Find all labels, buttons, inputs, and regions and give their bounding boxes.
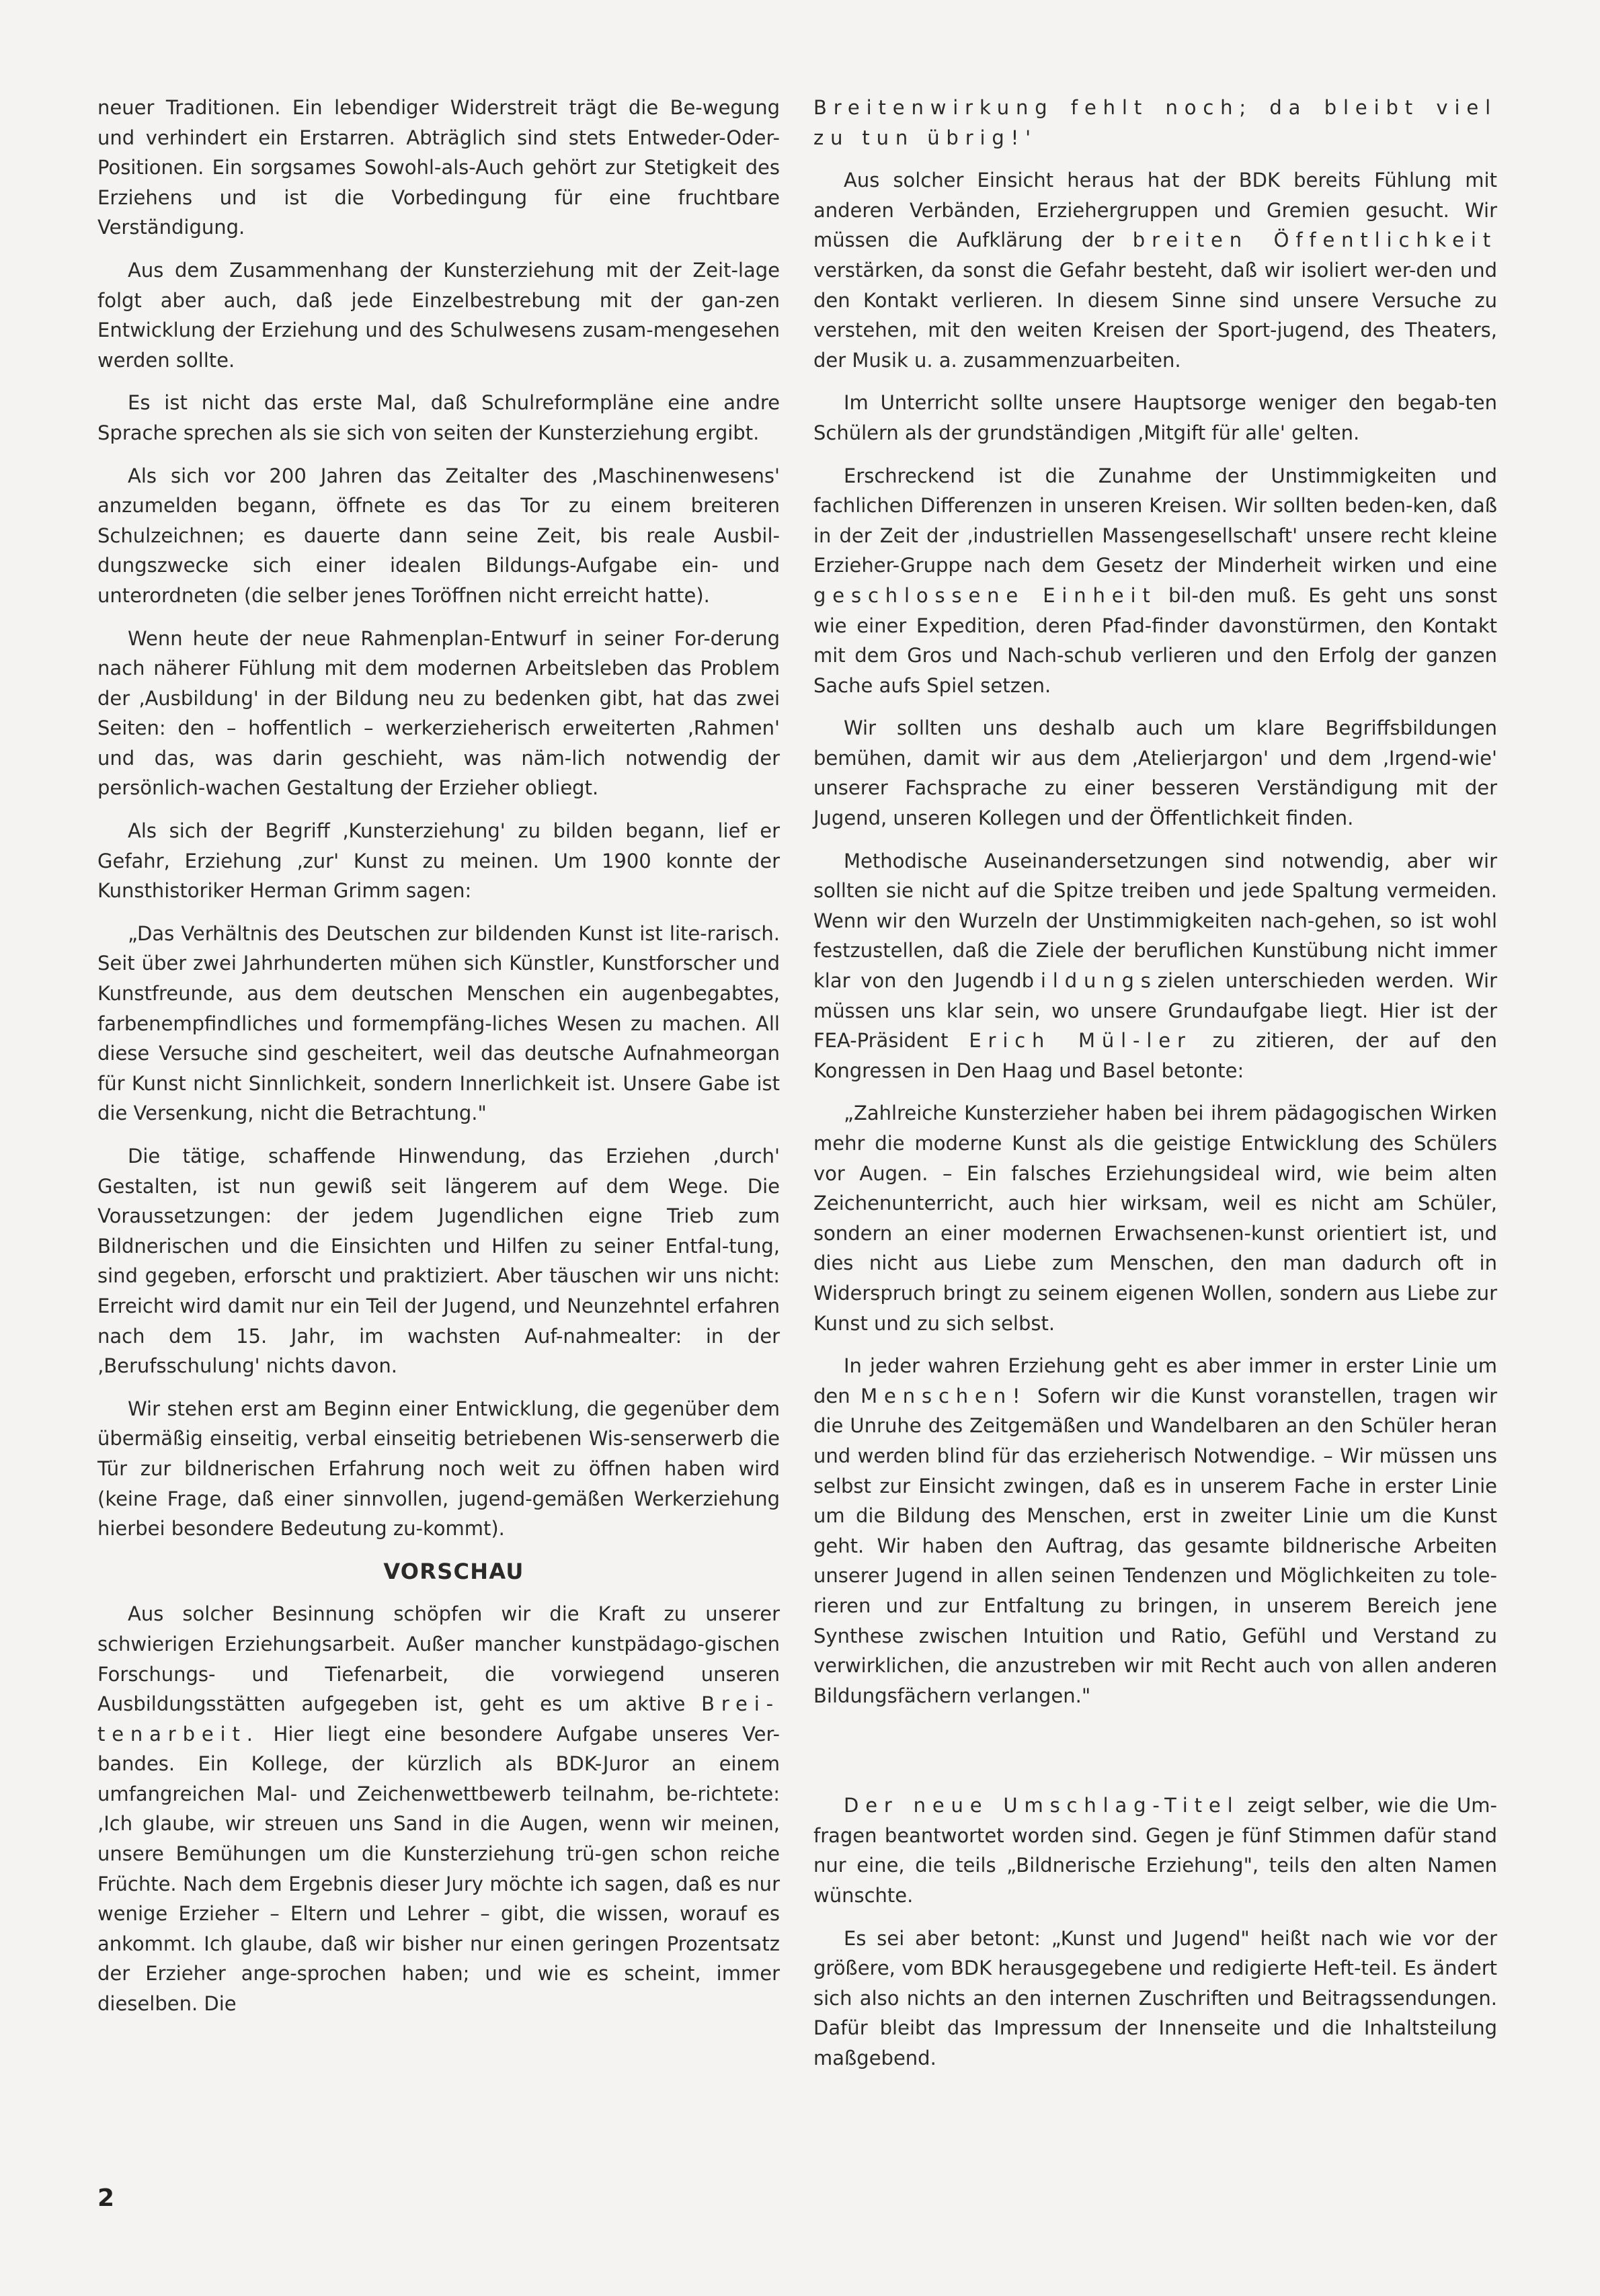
spaced-emphasis: Der neue Umschlag-Titel (844, 1794, 1240, 1817)
spaced-emphasis: Erich Mül-ler (969, 1029, 1192, 1053)
text-run: zeigt selber, wie die Um-fragen beantwortet worden sind. Gegen je fünf Stimmen dafür stand nur eine, die teils „Bildnerische Erziehung", teils den alten Namen wünschte. (813, 1794, 1497, 1908)
paragraph: Wenn heute der neue Rahmenplan-Entwurf in seiner For-derung nach näherer Fühlung mit dem modernen Arbeitsleben das Problem der ‚Ausbildung' in der Bildung neu zu bedenken gibt, hat das zwei Seiten: den – hoffentlich – werkerzieherisch erweiterten ‚Rahmen' und das, was darin geschieht, was näm-lich notwendig der persönlich-wachen Gestaltung der Erzieher obliegt. (97, 626, 780, 800)
paragraph: Aus dem Zusammenhang der Kunsterziehung mit der Zeit-lage folgt aber auch, daß jede Einzelbestrebung mit der gan-zen Entwicklung der Erziehung und des Schulwesens zusam-mengesehen werden sollte. (97, 258, 780, 372)
text-run: Erschreckend ist die Zunahme der Unstimmigkeiten und fachlichen Differenzen in unseren Kreisen. Wir sollten beden-ken, daß in der Zeit der ‚industriellen Massengesellschaft' unsere recht kleine Erzieher-Gruppe nach dem Gesetz der Minderheit wirken und eine (813, 464, 1497, 577)
paragraph (813, 1351, 1497, 1711)
paragraph (813, 1791, 1497, 1910)
paragraph: Als sich vor 200 Jahren das Zeitalter des ‚Maschinenwesens' anzumelden begann, öffnete es das Tor zu einem breiteren Schulzeichnen; es dauerte dann seine Zeit, bis reale Ausbil-dungszwecke sich einer idealen Bildungs-Aufgabe ein- und unterordneten (die selber jenes Toröffnen nicht erreicht hatte). (97, 464, 780, 607)
spaced-emphasis: Breitenwirkung fehlt noch; da bleibt viel zu tun übrig!' (813, 96, 1497, 149)
right-column (813, 93, 1497, 2086)
text-run: Sofern wir die Kunst voranstellen, tragen wir die Unruhe des Zeitgemäßen und Wandelbaren an den Schüler heran und werden blind für das erzieherisch Notwendige. – Wir müssen uns selbst zur Einsicht zwingen, daß es in unserem Fache in erster Linie um die Bildung des Menschen, erst in zweiter Linie um die Kunst geht. Wir haben den Auftrag, das gesamte bildnerische Arbeiten unserer Jugend in allen seinen Tendenzen und Möglichkeiten zu tole-rieren und zur Entfaltung zu bringen, in unserem Bereich jene Synthese zwischen Intuition und Ratio, Gefühl und Verstand zu verwirklichen, die anzustreben wir mit Recht auch von allen anderen Bildungsfächern verlangen." (813, 1384, 1498, 1707)
left-column (97, 93, 780, 2032)
paragraph: Es sei aber betont: „Kunst und Jugend" heißt nach wie vor der größere, vom BDK herausgegebene und redigierte Heft-teil. Es ändert sich also nichts an den internen Zuschriften und Beitragssendungen. Dafür bleibt das Impressum der Innenseite und die Inhaltsteilung maßgebend. (813, 1926, 1497, 2070)
text-run: zielen unterschieden werden. Wir müssen uns klar sein, wo unsere Grundaufgabe liegt. Hier ist der FEA-Präsident (813, 969, 1498, 1053)
text-run: verstärken, da sonst die Gefahr besteht, daß wir isoliert wer-den und den Kontakt verlieren. In diesem Sinne sind unsere Versuche zu verstehen, mit den weiten Kreisen der Sport-jugend, des Theaters, der Musik u. a. zusammenzuarbeiten. (813, 258, 1497, 372)
text-run: Methodische Auseinandersetzungen sind notwendig, aber wir sollten sie nicht auf die Spitze treiben und jede Spaltung vermeiden. Wenn wir den Wurzeln der Unstimmigkeiten nach-gehen, so ist wohl festzustellen, daß die Ziele der beruflichen Kunstübung nicht immer klar von den Jugend (813, 849, 1497, 993)
paragraph: Wir sollten uns deshalb auch um klare Begriffsbildungen bemühen, damit wir aus dem ‚Atelierjargon' und dem ‚Irgend-wie' unserer Fachsprache zu einer besseren Verständigung mit der Jugend, unseren Kollegen und der Öffentlichkeit finden. (813, 716, 1497, 830)
paragraph (813, 93, 1497, 153)
paragraph (813, 461, 1497, 701)
spaced-emphasis: breiten Öffentlichkeit (1132, 229, 1497, 252)
text-run: Aus solcher Besinnung schöpfen wir die Kraft zu unserer schwierigen Erziehungsarbeit. Außer mancher kunstpädago-gischen Forschungs- und Tiefenarbeit, die vorwiegend unseren Ausbildungsstätten aufgegeben ist, geht es um aktive (97, 1602, 780, 1716)
paragraph: Als sich der Begriff ‚Kunsterziehung' zu bilden begann, lief er Gefahr, Erziehung ‚zur' Kunst zu meinen. Um 1900 konnte der Kunsthistoriker Herman Grimm sagen: (97, 819, 780, 903)
text-run: Hier liegt eine besondere Aufgabe unseres Ver-bandes. Ein Kollege, der kürzlich als BDK-Juror an einem umfangreichen Mal- und Zeichenwettbewerb teilnahm, be-richtete: ‚Ich glaube, wir streuen uns Sand in die Augen, wenn wir meinen, unsere Bemühungen um die Kunsterziehung trü-gen schon reiche Früchte. Nach dem Ergebnis dieser Jury möchte ich sagen, daß es nur wenige Erzieher – Eltern und Lehrer – gibt, die wissen, worauf es ankommt. Ich glaube, daß wir bisher nur einen geringen Prozentsatz der Erzieher ange-sprochen haben; und wie es scheint, immer dieselben. Die (97, 1722, 781, 2016)
paragraph: Es ist nicht das erste Mal, daß Schulreformpläne eine andre Sprache sprechen als sie sich von seiten der Kunsterziehung ergibt. (97, 391, 780, 444)
paragraph: neuer Traditionen. Ein lebendiger Widerstreit trägt die Be-wegung und verhindert ein Erstarren. Abträglich sind stets Entweder-Oder-Positionen. Ein sorgsames Sowohl-als-Auch gehört zur Stetigkeit des Erziehens und ist die Vorbedingung für eine fruchtbare Verständigung. (97, 96, 780, 239)
paragraph: Die tätige, schaffende Hinwendung, das Erziehen ‚durch' Gestalten, ist nun gewiß seit längerem auf dem Wege. Die Voraussetzungen: der jedem Jugendlichen eigne Trieb zum Bildnerischen und die Einsichten und Hilfen zu seiner Entfal-tung, sind gegeben, erforscht und praktiziert. Aber täuschen wir uns nicht: Erreicht wird damit nur ein Teil der Jugend, und Neunzehntel erfahren nach dem 15. Jahr, im wachsten Auf-nahmealter: in der ‚Berufsschulung' nichts davon. (97, 1145, 780, 1378)
paragraph (813, 846, 1497, 1086)
section-heading: VORSCHAU (383, 1558, 524, 1584)
spaced-emphasis: geschlossene Einheit (813, 583, 1157, 607)
spaced-emphasis: bildungs (1021, 969, 1158, 993)
paragraph: Wir stehen erst am Beginn einer Entwicklung, die gegenüber dem übermäßig einseitig, verbal einseitig betriebenen Wis-senserwerb die Tür zur bildnerischen Erfahrung noch weit zu öffnen haben wird (keine Frage, daß einer sinnvollen, jugend-gemäßen Werkerziehung hierbei besondere Bedeutung zu-kommt). (97, 1397, 780, 1541)
text-run: zu zitieren, der auf den Kongressen in Den Haag und Basel betonte: (813, 1029, 1497, 1082)
text-run: In jeder wahren Erziehung geht es aber immer in erster Linie um den (813, 1354, 1497, 1407)
quote-paragraph: „Zahlreiche Kunsterzieher haben bei ihrem pädagogischen Wirken mehr die moderne Kunst als die geistige Entwicklung des Schülers vor Augen. – Ein falsches Erziehungsideal wird, wie beim alten Zeichenunterricht, auch hier wirksam, weil es nicht am Schüler, sondern an einer modernen Erwachsenen-kunst orientiert ist, und dies nicht aus Liebe zum Menschen, den man dadurch oft in Widerspruch bringt zu seinem eigenen Wollen, sondern aus Liebe zur Kunst und zu sich selbst. (813, 1102, 1497, 1335)
text-run: Aus solcher Einsicht heraus hat der BDK bereits Fühlung mit anderen Verbänden, Erziehergruppen und Gremien gesucht. Wir müssen die Aufklärung der (813, 169, 1497, 252)
page-number: 2 (97, 2184, 115, 2212)
spaced-emphasis: Brei-tenarbeit. (97, 1692, 780, 1746)
paragraph: Im Unterricht sollte unsere Hauptsorge weniger den begab-ten Schülern als der grundständigen ‚Mitgift für alle' gelten. (813, 391, 1497, 444)
spacer (813, 1723, 1497, 1791)
text-run: bil-den muß. Es geht uns sonst wie einer Expedition, deren Pfad-finder davonstürmen, den Kontakt mit dem Gros und Nach-schub verlieren und den Erfolg der ganzen Sache aufs Spiel setzen. (813, 583, 1498, 697)
quote-paragraph: „Das Verhältnis des Deutschen zur bildenden Kunst ist lite-rarisch. Seit über zwei Jahrhunderten mühen sich Künstler, Kunstforscher und Kunstfreunde, aus dem deutschen Menschen ein augenbegabtes, farbenempfindliches und formempfäng-liches Wesen zu machen. All diese Versuche sind gescheitert, weil das deutsche Aufnahmeorgan für Kunst nicht Sinnlichkeit, sondern Innerlichkeit ist. Unsere Gabe ist die Versenkung, nicht die Betrachtung." (97, 921, 780, 1125)
spaced-emphasis: Menschen! (861, 1384, 1027, 1407)
paragraph (97, 1599, 780, 2018)
paragraph (813, 165, 1497, 375)
